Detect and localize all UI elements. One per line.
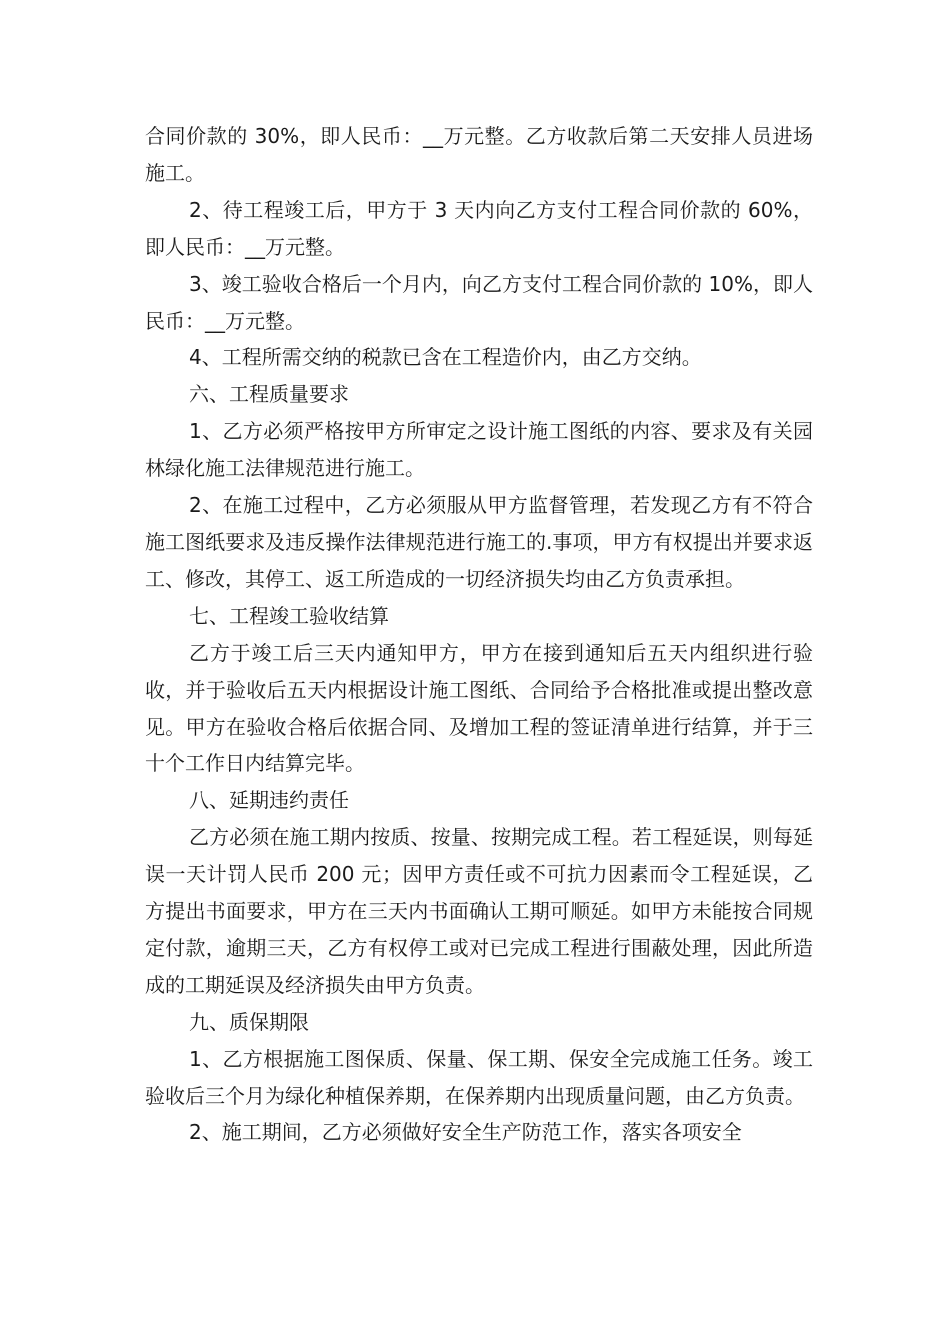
paragraph-acceptance: 乙方于竣工后三天内通知甲方，甲方在接到通知后五天内组织进行验收，并于验收后五天内根据设计施工图纸、合同给予合格批准或提出整改意见。甲方在验收合格后依据合同、及增加工程的签证清单进行结算，并于三十个工作日内结算完毕。 [145,640,813,776]
paragraph-payment-4: 4、工程所需交纳的税款已含在工程造价内，由乙方交纳。 [189,345,702,370]
paragraph-payment-1-continued: 合同价款的 30%，即人民币：__万元整。乙方收款后第二天安排人员进场施工。 [145,124,813,185]
section-heading-quality: 六、工程质量要求 [189,382,349,407]
paragraph-payment-2: 2、待工程竣工后，甲方于 3 天内向乙方支付工程合同价款的 60%， 即人民币：__万元整。 [145,197,813,259]
section-heading-acceptance: 七、工程竣工验收结算 [189,603,389,628]
paragraph-payment-3: 3、竣工验收合格后一个月内，向乙方支付工程合同价款的 10%，即人民币：__万元整。 [145,271,813,333]
document-body [145,118,813,1151]
paragraph-quality-1: 1、乙方必须严格按甲方所审定之设计施工图纸的内容、要求及有关园林绿化施工法律规范进行施工。 [145,419,813,481]
paragraph-warranty-1: 1、乙方根据施工图保质、保量、保工期、保安全完成施工任务。竣工验收后三个月为绿化种植保养期，在保养期内出现质量问题，由乙方负责。 [145,1046,813,1108]
section-heading-delay-liability: 八、延期违约责任 [189,788,349,813]
paragraph-quality-2: 2、在施工过程中，乙方必须服从甲方监督管理，若发现乙方有不符合施工图纸要求及违反操作法律规范进行施工的.事项，甲方有权提出并要求返工、修改，其停工、返工所造成的一切经济损失均由乙方负责承担。 [145,493,813,591]
section-heading-warranty: 九、质保期限 [189,1009,309,1034]
paragraph-delay-liability: 乙方必须在施工期内按质、按量、按期完成工程。若工程延误，则每延误一天计罚人民币 200 元；因甲方责任或不可抗力因素而令工程延误，乙方提出书面要求，甲方在三天内书面确认工期可顺延。如甲方未能按合同规定付款，逾期三天，乙方有权停工或对已完成工程进行围蔽处理，因此所造成的工期延误及经济损失由甲方负责。 [145,825,813,997]
paragraph-warranty-2: 2、施工期间，乙方必须做好安全生产防范工作，落实各项安全 [189,1120,742,1145]
